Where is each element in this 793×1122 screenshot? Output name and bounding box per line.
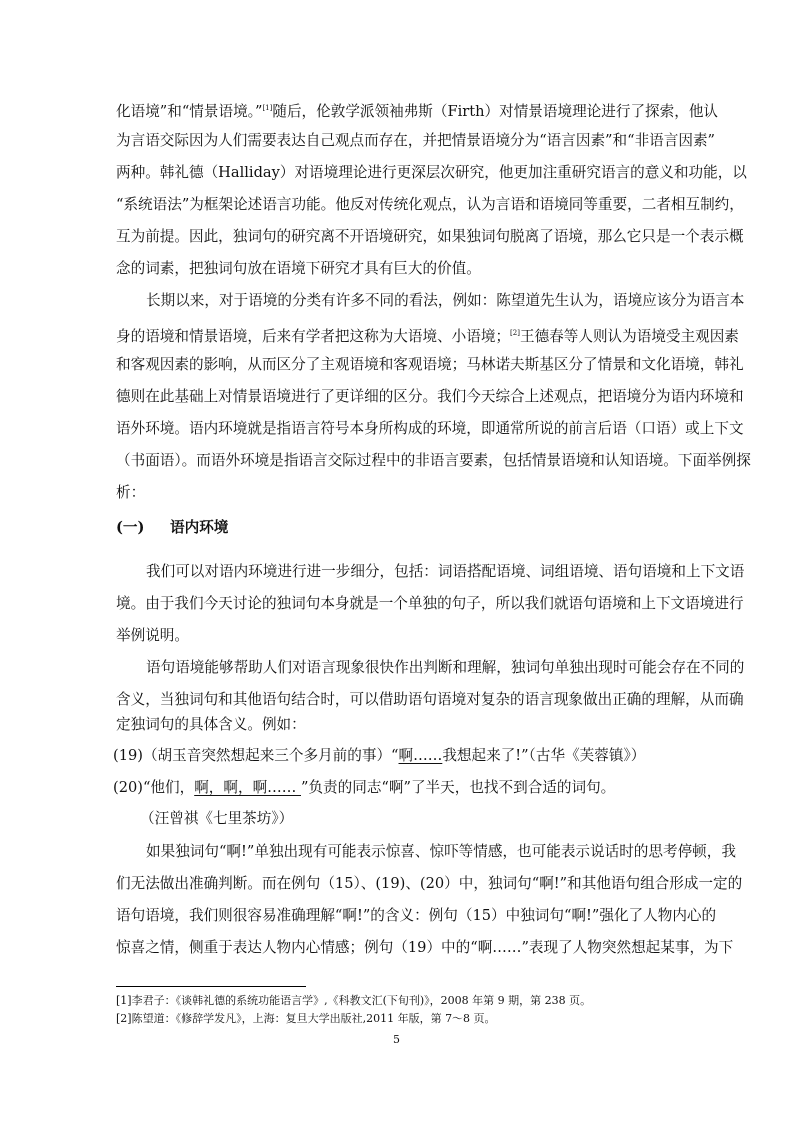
paragraph-line: 念的词素，把独词句放在语境下研究才具有巨大的价值。 (116, 260, 481, 277)
paragraph-line: 语外环境。语内环境就是指语言符号本身所构成的环境，即通常所说的前言后语（口语）或上下文 (116, 420, 744, 437)
paragraph-line: 我们可以对语内环境进行进一步细分，包括：词语搭配语境、词组语境、语句语境和上下文语 (146, 563, 745, 580)
footnote-divider (116, 986, 306, 987)
footnote-1: [1]李君子：《谈韩礼德的系统功能语言学》,《科教文汇(下旬刊)》，2008 年第 9 期，第 238 页。 (116, 994, 592, 1007)
paragraph-line: 两种。韩礼德（Halliday）对语境理论进行更深层次研究，他更加注重研究语言的意义和功能，以 (116, 164, 747, 181)
paragraph-line: 为言语交际因为人们需要表达自己观点而存在，并把情景语境分为“语言因素”和“非语言因素” (116, 132, 716, 149)
paragraph-line: 身的语境和情景语境，后来有学者把这称为大语境、小语境；[2]王德春等人则认为语境受主观因素 (116, 328, 739, 345)
paragraph-line: 化语境”和“情景语境。”[1]随后，伦敦学派领袖弗斯（Firth）对情景语境理论进行了探索，他认 (116, 103, 719, 120)
example-20: (20)“他们，啊，啊，啊…… ”负责的同志“啊”了半天，也找不到合适的词句。 (113, 779, 616, 796)
paragraph-line: 长期以来，对于语境的分类有许多不同的看法，例如：陈望道先生认为，语境应该分为语言本 (146, 292, 745, 309)
paragraph-line: 如果独词句“啊!”单独出现有可能表示惊喜、惊吓等情感，也可能表示说话时的思考停顿，我 (146, 843, 736, 860)
paragraph-line: 定独词句的具体含义。例如： (116, 716, 306, 733)
paragraph-line: 惊喜之情，侧重于表达人物内心情感；例句（19）中的“啊……”表现了人物突然想起某事，为下 (116, 939, 734, 956)
footnote-2: [2]陈望道：《修辞学发凡》，上海：复旦大学出版社,2011 年版，第 7～8 页。 (116, 1012, 496, 1025)
example-19: (19)（胡玉音突然想起来三个多月前的事）“啊……我想起来了!”（古华《芙蓉镇》） (113, 747, 646, 764)
paragraph-line: 境。由于我们今天讨论的独词句本身就是一个单独的句子，所以我们就语句语境和上下文语境进行 (116, 595, 744, 612)
section-heading (116, 518, 679, 538)
section-title: 语内环境 (170, 519, 229, 536)
paragraph-line: （书面语）。而语外环境是指语言交际过程中的非语言要素，包括情景语境和认知语境。下面举例探 (116, 452, 751, 469)
paragraph-line: 语句语境能够帮助人们对语言现象很快作出判断和理解，独词句单独出现时可能会存在不同的 (146, 659, 745, 676)
paragraph-line: 析： (116, 484, 146, 501)
paragraph-line: 德则在此基础上对情景语境进行了更详细的区分。我们今天综合上述观点，把语境分为语内环境和 (116, 388, 744, 405)
example-20-source: （汪曾祺《七里茶坊》） (140, 810, 294, 827)
footnote-ref-2[interactable]: [2] (510, 329, 520, 337)
paragraph-line: 语句语境，我们则很容易准确理解“啊!”的含义：例句（15）中独词句“啊!”强化了人物内心的 (116, 907, 717, 924)
page-number: 5 (393, 1033, 400, 1046)
footnote-ref-1[interactable]: [1] (262, 104, 273, 112)
paragraph-line: 举例说明。 (116, 627, 189, 644)
paragraph-line: 们无法做出准确判断。而在例句（15）、(19)、(20）中，独词句“啊!”和其他语句组合形成一定的 (116, 875, 743, 892)
section-number: (一) (116, 519, 145, 536)
paragraph-line: “系统语法”为框架论述语言功能。他反对传统化观点，认为言语和语境同等重要，二者相互制约， (116, 196, 744, 213)
paragraph-line: 互为前提。因此，独词句的研究离不开语境研究，如果独词句脱离了语境，那么它只是一个表示概 (116, 228, 744, 245)
paragraph-line: 和客观因素的影响，从而区分了主观语境和客观语境；马林诺夫斯基区分了情景和文化语境，韩礼 (116, 356, 744, 373)
paragraph-line: 含义，当独词句和其他语句结合时，可以借助语句语境对复杂的语言现象做出正确的理解，从而确 (116, 691, 744, 708)
